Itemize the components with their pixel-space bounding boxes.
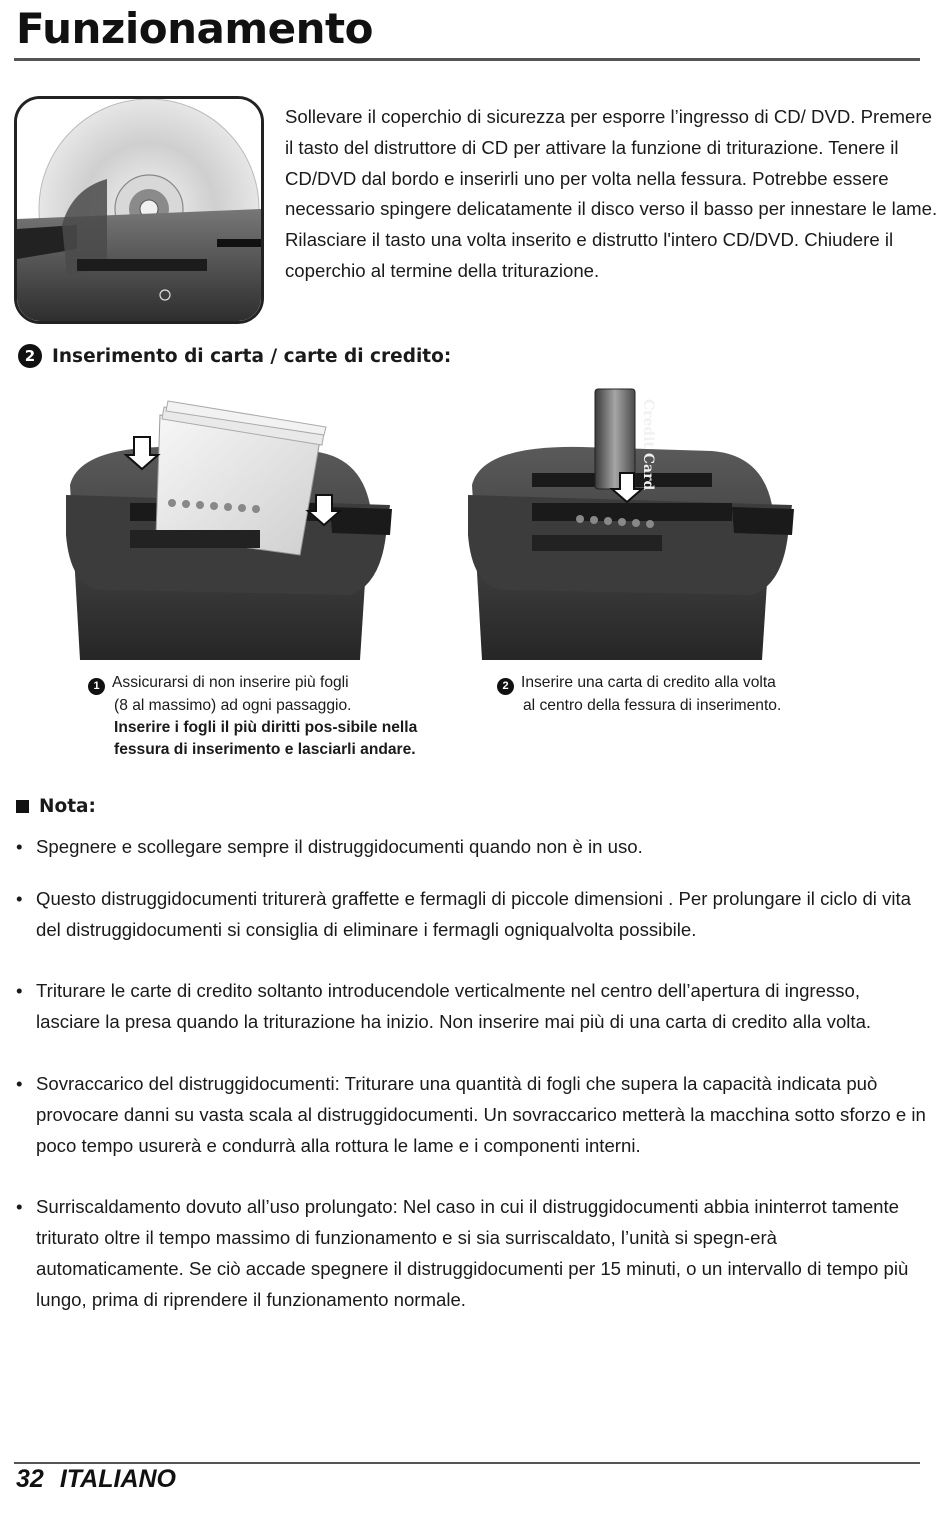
caption-line: Assicurarsi di non inserire più fogli	[112, 674, 349, 691]
bullet-icon: •	[16, 887, 23, 909]
caption-credit-card	[497, 672, 917, 717]
credit-card-insertion-illustration	[462, 385, 802, 660]
square-bullet-icon	[16, 800, 29, 813]
footer-language: ITALIANO	[59, 1465, 176, 1493]
list-item: • Surriscaldamento dovuto all’uso prolungato: Nel caso in cui il distruggidocumenti abbia ininterrot tamente triturato oltre il tempo massimo di funzionamento e si sia surriscaldato, l’unità si spegn-erà automaticamente. Se ciò accade spegnere il distruggidocumenti per 15 minuti, o un intervallo di tempo più lungo, prima di riprendere il funzionamento normale.	[16, 1192, 926, 1315]
paper-insertion-illustration	[60, 385, 400, 660]
bullet-icon: •	[16, 1196, 23, 1218]
credit-card-label: Credit Card	[640, 399, 656, 491]
caption-number-badge: 2	[497, 678, 514, 695]
bullet-icon: •	[16, 1072, 23, 1094]
cd-instructions: Sollevare il coperchio di sicurezza per esporre l’ingresso di CD/ DVD. Premere il tasto del distruttore di CD per attivare la funzione di triturazione. Tenere il CD/DVD dal bordo e inserirli uno per volta nella fessura. Potrebbe essere necessario spingere delicatamente il disco verso il basso per innestare le lame. Rilasciare il tasto una volta inserito e distrutto l'intero CD/DVD. Chiudere il coperchio al termine della triturazione.	[285, 106, 938, 281]
caption-line: (8 al massimo) ad ogni passaggio.	[114, 697, 352, 715]
page-footer	[16, 1465, 176, 1494]
footer-rule	[14, 1462, 920, 1464]
section-number-badge: 2	[18, 344, 42, 368]
section-heading-paper-cards	[18, 344, 451, 368]
page-title: Funzionamento	[16, 4, 373, 53]
list-item: • Questo distruggidocumenti triturerà graffette e fermagli di piccole dimensioni . Per prolungare il ciclo di vita del distruggidocumenti si consiglia di eliminare i fermagli ogniqualvolta possibile.	[16, 884, 926, 946]
title-rule	[14, 58, 920, 61]
list-item: • Triturare le carte di credito soltanto introducendole verticalmente nel centro dell’apertura di ingresso, lasciare la presa quando la triturazione ha inizio. Non inserire mai più di una carta di credito alla volta.	[16, 976, 926, 1038]
page-number: 32	[16, 1465, 44, 1493]
cd-shredder-photo	[14, 96, 264, 324]
section-heading-text: Inserimento di carta / carte di credito:	[52, 345, 452, 367]
bullet-icon: •	[16, 980, 23, 1002]
caption-number-badge: 1	[88, 678, 105, 695]
list-item: • Spegnere e scollegare sempre il distruggidocumenti quando non è in uso.	[16, 832, 926, 863]
caption-paper	[88, 672, 418, 761]
caption-bold-text: Inserire i fogli il più diritti pos-sibile nella fessura di inserimento e lasciarli andare.	[114, 719, 418, 758]
note-heading	[16, 796, 96, 817]
notes-list	[16, 832, 926, 1316]
cd-shredder-illustration	[17, 99, 261, 321]
note-heading-text: Nota:	[39, 796, 96, 817]
caption-line: al centro della fessura di inserimento.	[523, 697, 782, 715]
bullet-icon: •	[16, 836, 23, 857]
list-item: • Sovraccarico del distruggidocumenti: Triturare una quantità di fogli che supera la capacità indicata può provocare danni su vasta scala al distruggidocumenti. Un sovraccarico metterà la macchina sotto sforzo e in poco tempo usurerà e condurrà alla rottura le lame e i componenti interni.	[16, 1069, 926, 1161]
caption-line: Inserire una carta di credito alla volta	[521, 674, 776, 691]
